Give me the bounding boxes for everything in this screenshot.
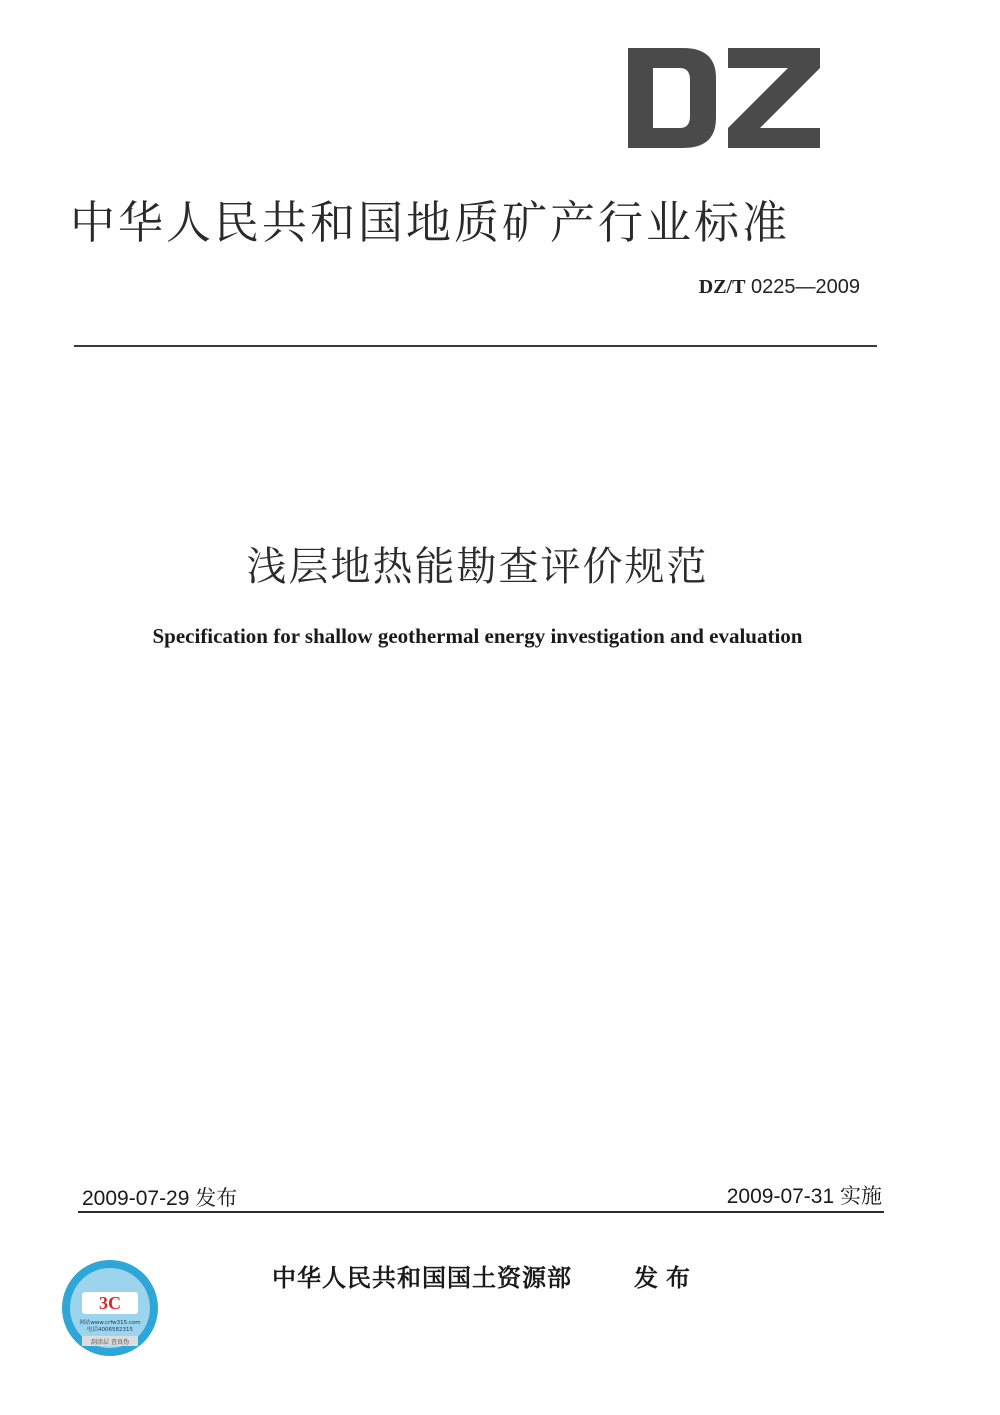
dz-logo <box>628 48 820 148</box>
standard-category-title: 中华人民共和国地质矿产行业标准 <box>70 196 791 249</box>
footer-divider <box>78 1211 884 1213</box>
document-title-chinese: 浅层地热能勘查评价规范 <box>246 544 709 590</box>
document-title-english: Specification for shallow geothermal energy investigation and evaluation <box>152 624 803 648</box>
implementation-date: 2009-07-31 实施 <box>726 1185 882 1208</box>
standard-number-code: 0225—2009 <box>745 276 860 298</box>
publish-label: 发布 <box>634 1264 698 1292</box>
standard-number <box>640 276 860 299</box>
header-divider <box>74 345 877 347</box>
dz-logo-z-shape <box>728 48 820 148</box>
seal-line-3: 刮涂层 查真伪 <box>91 1339 129 1346</box>
seal-center-text: 3C <box>99 1293 121 1313</box>
anti-counterfeit-seal <box>60 1258 160 1358</box>
seal-line-2: 电话4006582315 <box>87 1327 133 1333</box>
standard-number-prefix: DZ/T <box>698 276 746 298</box>
publisher-name: 中华人民共和国国土资源部 <box>272 1264 572 1292</box>
seal-line-1: 网站www.crfw315.com <box>79 1320 141 1326</box>
dz-logo-d-shape <box>628 48 716 148</box>
issue-date: 2009-07-29 发布 <box>82 1187 238 1210</box>
